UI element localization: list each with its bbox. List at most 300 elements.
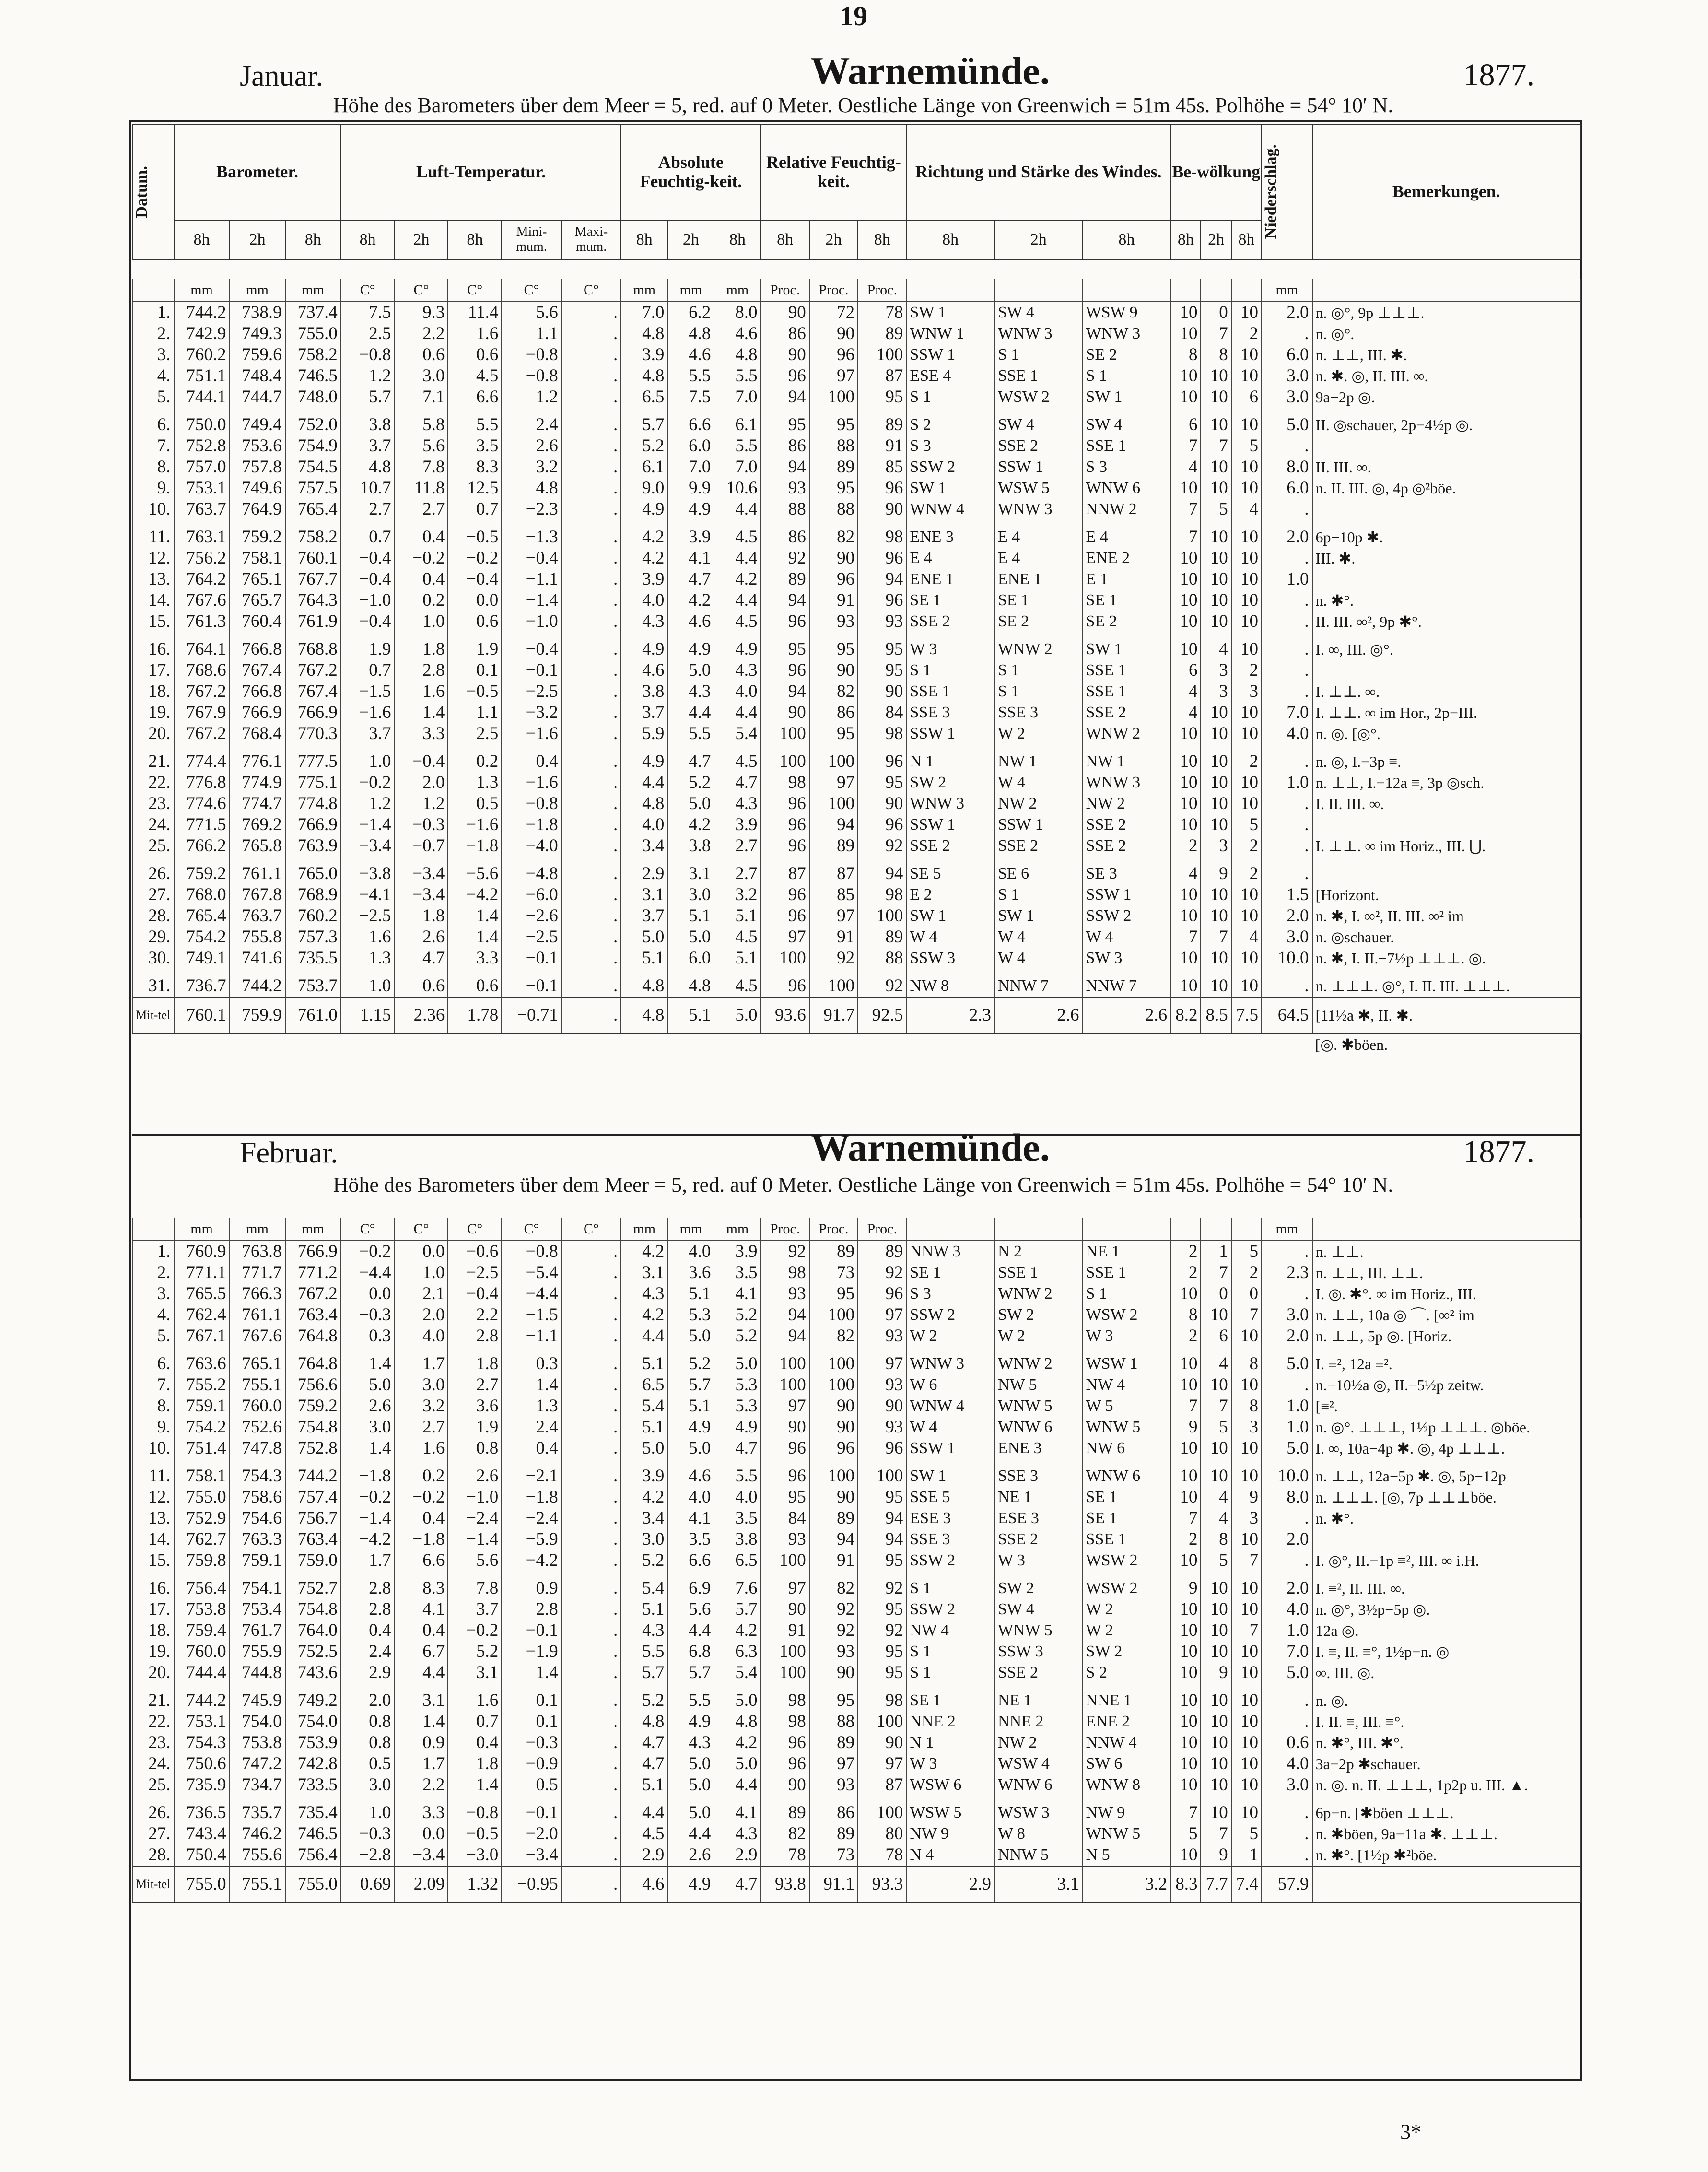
table-cell: 3.8 [341,414,395,435]
table-cell: 776.1 [230,751,285,772]
table-cell: SSE 2 [994,835,1083,857]
table-cell: . [562,527,621,548]
table-cell: 6.0 [1262,478,1312,499]
table-cell: 735.5 [285,948,341,969]
table-cell: 4.6 [621,660,667,681]
table-cell: [≡². [1312,1396,1580,1417]
table-cell: . [562,1711,621,1732]
table-cell: 2.7 [341,499,395,520]
table-cell: 96 [760,975,809,997]
table-cell: 5.0 [714,1753,760,1774]
table-cell: 10 [1170,1466,1201,1487]
table-cell: 10 [1231,975,1262,997]
table-cell: 10 [1170,1438,1201,1459]
table-cell: 764.8 [285,1326,341,1347]
table-cell: −0.1 [502,1802,562,1823]
table-cell: . [562,1353,621,1374]
table-cell: n. ◎, I.−3p ≡. [1312,751,1580,772]
table-cell: 765.4 [174,905,230,927]
table-cell: 10 [1231,1578,1262,1599]
table-cell: 765.1 [230,1353,285,1374]
table-cell: . [562,1823,621,1844]
table-cell: 5 [1231,435,1262,457]
table-cell: 751.1 [174,365,230,387]
temperature-header: Luft-Temperatur. [341,124,621,220]
table-cell: 1.2 [341,793,395,814]
table-cell: 10 [1170,905,1201,927]
table-cell: SSW 1 [906,723,994,744]
table-cell: I. II. ≡, III. ≡°. [1312,1711,1580,1732]
table-cell: 4 [1201,1508,1231,1529]
table-cell: 1.15 [341,997,395,1033]
table-cell: 7.0 [714,457,760,478]
table-cell: 23. [132,1732,174,1753]
table-cell: 8.3 [1170,1866,1201,1902]
table-cell: SW 1 [906,1466,994,1487]
table-row [132,884,1580,905]
table-row [132,1620,1580,1641]
table-cell: 93 [858,611,906,632]
table-cell: 9 [1170,1578,1201,1599]
table-cell: WSW 1 [1083,1353,1171,1374]
table-row [132,1283,1580,1304]
table-cell: 1.6 [448,323,502,344]
table-cell: 2 [1231,751,1262,772]
hour-label: 8h [1231,220,1262,259]
table-cell: 19. [132,702,174,723]
table-cell: 11.8 [395,478,448,499]
table-cell: −0.1 [502,948,562,969]
table-cell: 765.8 [230,835,285,857]
table-cell: 5.2 [714,1304,760,1326]
table-cell: −0.4 [341,569,395,590]
table-cell: 89 [809,1241,858,1262]
table-cell: −0.4 [448,1283,502,1304]
table-cell: 757.4 [285,1487,341,1508]
table-cell: 5.2 [667,1353,714,1374]
table-cell: 2.0 [1262,1529,1312,1550]
table-cell: −2.0 [502,1823,562,1844]
table-row [132,1438,1580,1459]
table-row [132,499,1580,520]
table-cell: 3.6 [448,1396,502,1417]
table-cell [1312,435,1580,457]
table-cell: 766.8 [230,681,285,702]
table-cell: Proc. [858,1218,906,1241]
table-cell: 752.8 [174,435,230,457]
table-cell: 97 [858,1304,906,1326]
table-cell: 10 [1231,639,1262,660]
table-cell: 10 [1170,1774,1201,1796]
table-cell: 755.0 [174,1487,230,1508]
table-cell: 9 [1201,1844,1231,1866]
table-cell: II. III. ∞. [1312,457,1580,478]
table-cell: 751.4 [174,1438,230,1459]
table-cell: . [562,1774,621,1796]
table-cell: 95 [858,387,906,408]
table-cell: 764.2 [174,569,230,590]
table-cell: 0.9 [502,1578,562,1599]
table-cell: . [562,1304,621,1326]
table-cell: E 4 [994,548,1083,569]
table-cell: 10 [1201,1711,1231,1732]
relative-humidity-header: Relative Feuchtig-keit. [760,124,906,220]
table-cell: . [562,1326,621,1347]
table-cell: SW 1 [906,478,994,499]
table-cell: 747.2 [230,1753,285,1774]
table-cell: 7 [1170,1396,1201,1417]
table-cell: . [562,793,621,814]
table-row [132,1599,1580,1620]
table-cell: 93 [760,478,809,499]
table-cell: 765.1 [230,569,285,590]
table-cell: NW 9 [906,1823,994,1844]
table-cell: 31. [132,975,174,997]
table-cell: 744.7 [230,387,285,408]
remarks-header: Bemerkungen. [1312,124,1580,259]
table-cell: SW 6 [1083,1753,1171,1774]
table-cell: 4.3 [667,681,714,702]
table-cell: 764.3 [285,590,341,611]
table-cell: 758.2 [285,527,341,548]
table-cell: 2.0 [1262,302,1312,323]
table-cell: 3.7 [341,435,395,457]
table-cell [132,1218,174,1241]
table-cell: 19. [132,1641,174,1662]
table-cell: 82 [809,1326,858,1347]
table-cell: 760.0 [174,1641,230,1662]
table-cell: 0.4 [395,527,448,548]
table-cell: 4.8 [621,997,667,1033]
table-cell: 2 [1231,863,1262,884]
table-cell: mm [1262,279,1312,302]
table-cell: 12a ◎. [1312,1620,1580,1641]
table-cell: 4.4 [621,1802,667,1823]
table-cell: 6.1 [621,457,667,478]
precipitation-header: Niederschlag. [1262,144,1280,239]
table-cell: NNW 5 [994,1844,1083,1866]
table-cell: 4.8 [714,344,760,365]
table-cell: 96 [858,1438,906,1459]
table-cell: 753.1 [174,1711,230,1732]
table-cell: 10 [1170,1732,1201,1753]
table-row [132,1802,1580,1823]
table-cell: 755.0 [285,323,341,344]
table-cell: 4.4 [714,499,760,520]
table-cell: 5.3 [667,1304,714,1326]
table-cell: ∞. III. ◎. [1312,1662,1580,1683]
table-cell: 93 [858,1417,906,1438]
table-cell: 89 [809,457,858,478]
table-cell: 2.8 [395,660,448,681]
table-cell: 0.6 [395,344,448,365]
table-cell: 2.6 [1083,997,1171,1033]
table-cell: 2.8 [341,1578,395,1599]
table-cell: 9 [1170,1417,1201,1438]
table-cell: 90 [809,548,858,569]
table-cell: 4.0 [714,1487,760,1508]
table-cell: 768.9 [285,884,341,905]
table-cell: 754.8 [285,1417,341,1438]
table-cell: 0.0 [341,1283,395,1304]
table-cell: 769.2 [230,814,285,835]
table-cell: 754.0 [285,1711,341,1732]
table-cell: 743.6 [285,1662,341,1683]
table-cell: Proc. [760,1218,809,1241]
table-cell: SW 1 [1083,639,1171,660]
table-cell: 4.6 [667,611,714,632]
table-cell: 5.0 [714,1690,760,1711]
table-cell: SE 2 [1083,611,1171,632]
table-cell: 10 [1170,478,1201,499]
table-cell: 10 [1231,457,1262,478]
hour-label: 2h [1201,220,1231,259]
table-cell: C° [395,1218,448,1241]
table-cell: 96 [760,365,809,387]
table-cell: 4.7 [395,948,448,969]
table-row [132,639,1580,660]
table-cell: 768.4 [230,723,285,744]
table-cell: 90 [858,1396,906,1417]
table-cell: 82 [809,1578,858,1599]
table-cell: 93 [760,1283,809,1304]
table-cell: 96 [809,569,858,590]
table-cell: 753.9 [285,1732,341,1753]
hour-label: 8h [858,220,906,259]
table-cell: 4 [1201,1487,1231,1508]
table-cell: NW 5 [994,1374,1083,1396]
table-cell: 97 [809,772,858,793]
table-cell: 7 [1170,435,1201,457]
table-cell: 5.0 [667,1438,714,1459]
table-cell: 8. [132,1396,174,1417]
table-cell: 96 [858,1283,906,1304]
table-cell: . [1262,435,1312,457]
table-cell: 10 [1170,611,1201,632]
table-cell: 745.9 [230,1690,285,1711]
table-cell: 1.0 [341,751,395,772]
table-cell: W 3 [906,1753,994,1774]
table-cell: 10 [1201,884,1231,905]
table-cell: 2 [1170,1241,1201,1262]
table-cell: 5.2 [621,435,667,457]
table-cell: 5.1 [621,1417,667,1438]
table-cell: 3a−2p ✱schauer. [1312,1753,1580,1774]
table-cell: 5.7 [714,1599,760,1620]
table-cell: 765.4 [285,499,341,520]
table-cell: 733.5 [285,1774,341,1796]
table-cell: 5.5 [714,365,760,387]
table-cell: 10.0 [1262,948,1312,969]
table-cell: 3 [1231,1417,1262,1438]
table-cell: . [562,1732,621,1753]
table-cell: S 1 [994,344,1083,365]
table-cell: 774.9 [230,772,285,793]
table-cell: . [562,1283,621,1304]
table-cell: . [562,387,621,408]
table-row [132,1396,1580,1417]
table-cell: mm [714,279,760,302]
table-cell: C° [341,279,395,302]
table-cell: 6.6 [395,1550,448,1571]
table-cell: W 4 [1083,927,1171,948]
table-cell: 3.5 [714,1508,760,1529]
table-cell: 95 [809,723,858,744]
table-cell: −0.4 [341,548,395,569]
table-cell: 94 [858,1529,906,1550]
group-gap [132,632,1580,639]
table-cell: SSW 1 [906,1438,994,1459]
table-cell: 3.0 [667,884,714,905]
table-cell: 3. [132,344,174,365]
table-cell: WNW 8 [1083,1774,1171,1796]
table-cell: 88 [858,948,906,969]
table-cell: SSW 2 [906,1550,994,1571]
table-cell: 90 [809,1662,858,1683]
year-label: 1877. [1463,58,1534,93]
table-cell: 1.3 [448,772,502,793]
table-cell: . [562,1508,621,1529]
table-cell: 4.8 [621,323,667,344]
table-cell: 752.0 [285,414,341,435]
table-cell: 758.2 [285,344,341,365]
table-cell: 6.6 [448,387,502,408]
table-cell: 753.6 [230,435,285,457]
table-cell: . [562,1262,621,1283]
table-cell: 5. [132,387,174,408]
table-cell: 8. [132,457,174,478]
table-cell: 6.5 [621,1374,667,1396]
table-cell: 753.8 [230,1732,285,1753]
table-cell: 15. [132,611,174,632]
table-cell: 5 [1231,1823,1262,1844]
table-cell: 90 [858,1732,906,1753]
table-cell: 88 [809,499,858,520]
table-cell: 764.0 [285,1620,341,1641]
table-cell: −1.4 [448,1529,502,1550]
table-cell: 4 [1170,702,1201,723]
table-cell: 10 [1201,414,1231,435]
table-cell: S 1 [906,1641,994,1662]
table-cell: 754.2 [174,1417,230,1438]
table-cell: 754.0 [230,1711,285,1732]
station-title: Warnemünde. [810,1126,1050,1169]
table-cell: 2.2 [395,323,448,344]
footer-mark: 3* [1400,2120,1421,2144]
table-cell: 8 [1231,1353,1262,1374]
table-cell: 10 [1201,387,1231,408]
table-cell: NW 4 [1083,1374,1171,1396]
table-cell: −5.9 [502,1529,562,1550]
table-cell: WNW 4 [906,1396,994,1417]
table-cell [1170,1218,1201,1241]
hour-label: 8h [285,220,341,259]
table-cell [1312,1866,1580,1902]
table-cell: Proc. [760,279,809,302]
table-cell: S 3 [1083,457,1171,478]
table-cell: 6.5 [714,1550,760,1571]
table-cell: 5.1 [714,905,760,927]
table-cell: 6.1 [714,414,760,435]
table-cell: 2.4 [341,1641,395,1662]
table-cell: 2.1 [395,1283,448,1304]
table-cell: n. ✱, I. II.−7½p ⊥⊥⊥. ◎. [1312,948,1580,969]
table-cell: SSW 2 [1083,905,1171,927]
table-cell: 3 [1201,835,1231,857]
table-cell: 7.0 [621,302,667,323]
table-cell: −4.0 [502,835,562,857]
table-cell: 10 [1201,1466,1231,1487]
table-cell: 97 [809,905,858,927]
table-cell: 2.9 [621,863,667,884]
table-cell: 8.2 [1170,997,1201,1033]
table-cell: I. ∞, 10a−4p ✱. ◎, 4p ⊥⊥⊥. [1312,1438,1580,1459]
table-cell: 3.8 [714,1529,760,1550]
table-cell: WSW 9 [1083,302,1171,323]
table-cell: 4.4 [667,1620,714,1641]
table-cell [906,279,994,302]
table-cell: n. ◎°, 3½p−5p ◎. [1312,1599,1580,1620]
table-cell: 755.8 [230,927,285,948]
table-cell: 87 [858,365,906,387]
table-cell: 4.9 [667,1866,714,1902]
table-cell: 91.7 [809,997,858,1033]
table-cell: 6.9 [667,1578,714,1599]
table-cell: 759.2 [174,863,230,884]
table-row [132,1508,1580,1529]
hour-label: 8h [1170,220,1201,259]
table-cell: 749.1 [174,948,230,969]
table-cell: 1.4 [341,1353,395,1374]
table-cell: SSE 3 [906,1529,994,1550]
table-cell: 757.3 [285,927,341,948]
table-cell: 3.7 [341,723,395,744]
table-cell: −0.2 [341,1487,395,1508]
table-cell: 4.2 [621,548,667,569]
table-cell: 6.5 [621,387,667,408]
table-cell: 761.3 [174,611,230,632]
table-cell: n. ✱böen, 9a−11a ✱. ⊥⊥⊥. [1312,1823,1580,1844]
table-cell: 759.8 [174,1550,230,1571]
table-cell: . [562,1396,621,1417]
table-cell: 10 [1201,1732,1231,1753]
table-cell: 7. [132,435,174,457]
table-cell: 4 [1170,863,1201,884]
table-cell: 7.0 [667,457,714,478]
table-cell: 767.4 [285,681,341,702]
table-cell: 3.5 [667,1529,714,1550]
table-cell: 765.5 [174,1283,230,1304]
table-cell: 89 [760,569,809,590]
table-cell: . [562,1802,621,1823]
table-cell: 4.4 [714,548,760,569]
table-cell: 5.6 [448,1550,502,1571]
table-cell: WNW 3 [906,1353,994,1374]
table-cell: 7.5 [1231,997,1262,1033]
table-cell: −1.0 [341,590,395,611]
group-gap [132,969,1580,975]
table-cell: 5 [1170,1823,1201,1844]
table-cell: 765.0 [285,863,341,884]
table-cell: 1.3 [502,1396,562,1417]
table-cell: 3.0 [341,1417,395,1438]
table-cell: 89 [760,1802,809,1823]
table-cell: SW 2 [994,1578,1083,1599]
table-cell: 64.5 [1262,997,1312,1033]
table-cell [1312,569,1580,590]
table-cell: 2.7 [395,1417,448,1438]
table-cell: n. ✱°, III. ✱°. [1312,1732,1580,1753]
